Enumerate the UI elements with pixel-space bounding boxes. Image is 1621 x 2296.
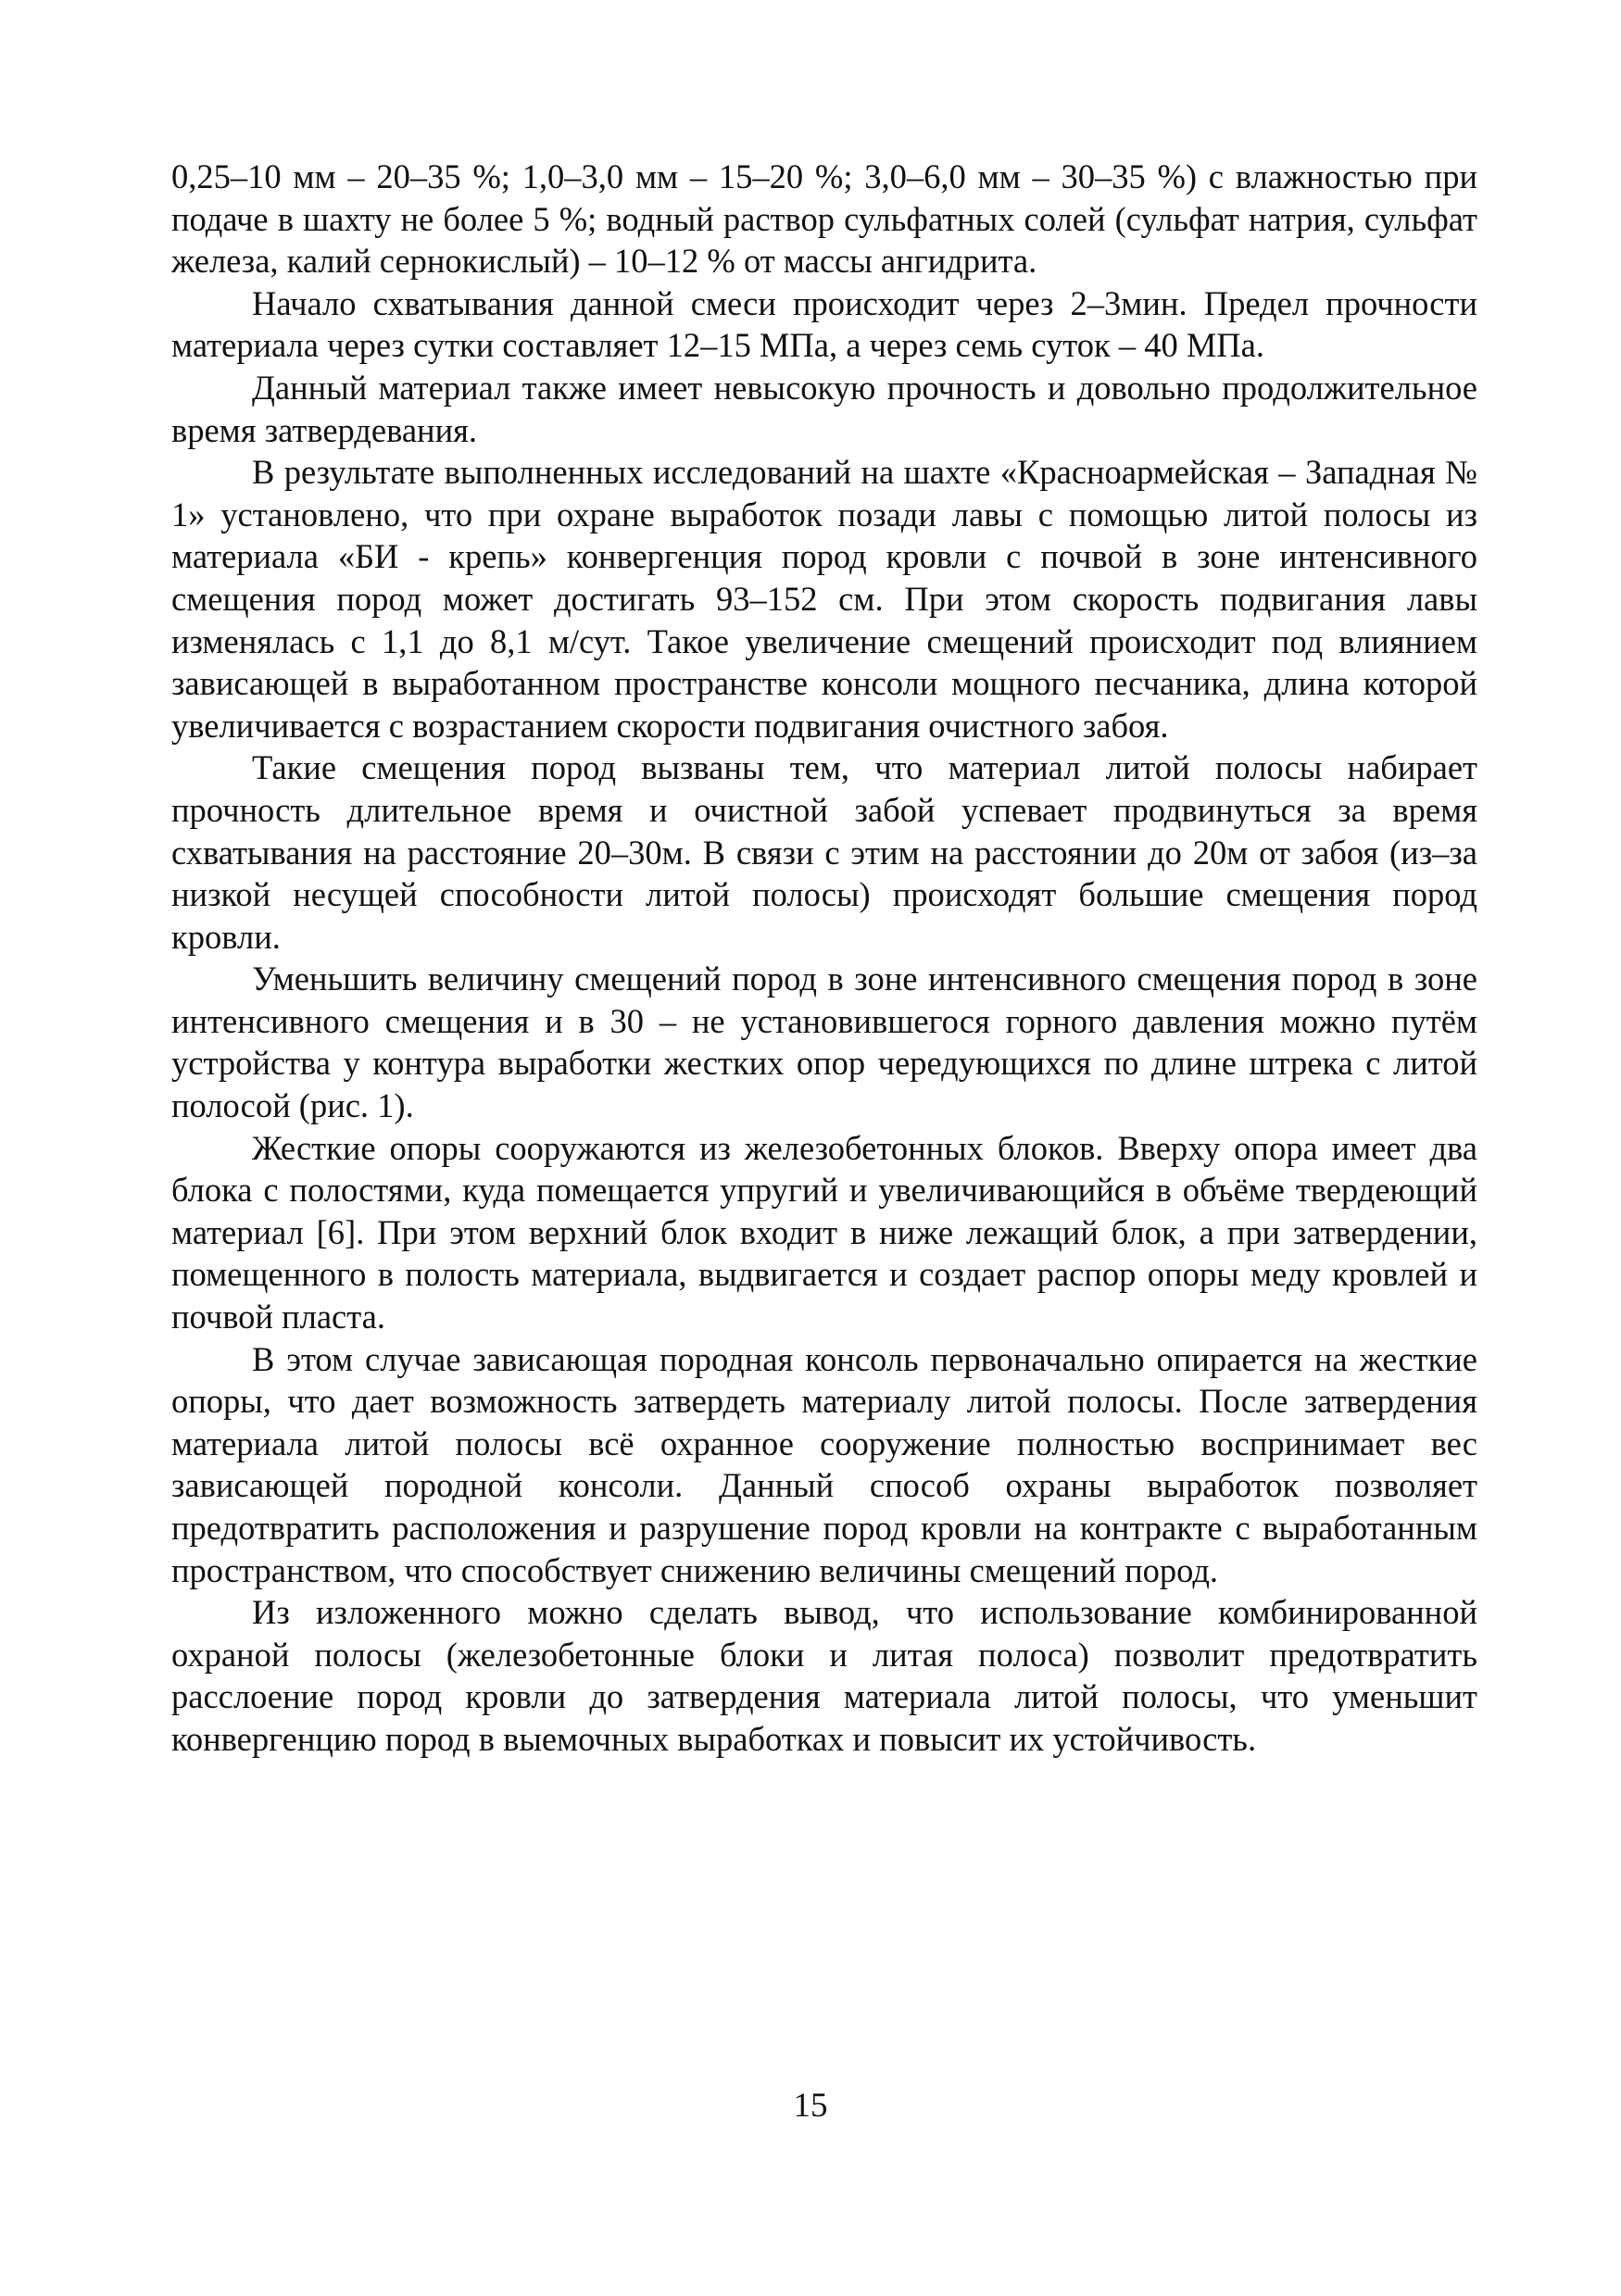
paragraph-conclusion: Из изложенного можно сделать вывод, что использование комбинированной охраной полосы (железобетонные блоки и литая полоса) позволит предотвратить расслоение пород кровли до затвердения материала литой полосы, что уменьшит конвергенцию пород в выемочных выработках и повысит их устойчивость.: [171, 1593, 1477, 1758]
paragraph-material-strength: Данный материал также имеет невысокую прочность и довольно продолжительное время затвердевания.: [171, 368, 1477, 449]
paragraph-displacement-cause: Такие смещения пород вызваны тем, что материал литой полосы набирает прочность длительное время и очистной забой успевает продвинуться за время схватывания на расстояние 20–30м. В связи с этим на расстоянии до 20м от забоя (из–за низкой несущей способности литой полосы) происходят большие смещения пород кровли.: [171, 748, 1477, 956]
paragraph-research-results: В результате выполненных исследований на шахте «Красноармейская – Западная № 1» установлено, что при охране выработок позади лавы с помощью литой полосы из материала «БИ - крепь» конвергенция пород кровли с почвой в зоне интенсивного смещения пород может достигать 93–152 см. При этом скорость подвигания лавы изменялась с 1,1 до 8,1 м/сут. Такое увеличение смещений происходит под влиянием зависающей в выработанном пространстве консоли мощного песчаника, длина которой увеличивается с возрастанием скорости подвигания очистного забоя.: [171, 453, 1477, 745]
paragraph-reduce-displacement: Уменьшить величину смещений пород в зоне интенсивного смещения пород в зоне интенсивного смещения и в 30 – не установившегося горного давления можно путём устройства у контура выработки жестких опор чередующихся по длине штрека с литой полосой (рис. 1).: [171, 960, 1477, 1125]
paragraph-continuation: 0,25–10 мм – 20–35 %; 1,0–3,0 мм – 15–20 %; 3,0–6,0 мм – 30–35 %) с влажностью при подаче в шахту не более 5 %; водный раствор сульфатных солей (сульфат натрия, сульфат железа, калий сернокислый) – 10–12 % от массы ангидрита.: [171, 157, 1477, 281]
paragraph-setting-time: Начало схватывания данной смеси происходит через 2–3мин. Предел прочности материала через сутки составляет 12–15 МПа, а через семь суток – 40 МПа.: [171, 283, 1477, 365]
page-number: 15: [793, 2087, 828, 2125]
paragraph-rigid-supports: Жесткие опоры сооружаются из железобетонных блоков. Вверху опора имеет два блока с полостями, куда помещается упругий и увеличивающийся в объёме твердеющий материал [6]. При этом верхний блок входит в ниже лежащий блок, а при затвердении, помещенного в полость материала, выдвигается и создает распор опоры меду кровлей и почвой пласта.: [171, 1128, 1477, 1336]
paragraph-console-support: В этом случае зависающая породная консоль первоначально опирается на жесткие опоры, что дает возможность затвердеть материалу литой полосы. После затвердения материала литой полосы всё охранное сооружение полностью воспринимает вес зависающей породной консоли. Данный способ охраны выработок позволяет предотвратить расположения и разрушение пород кровли на контракте с выработанным пространством, что способствует снижению величины смещений пород.: [171, 1339, 1477, 1589]
page-body: [171, 156, 1477, 1761]
